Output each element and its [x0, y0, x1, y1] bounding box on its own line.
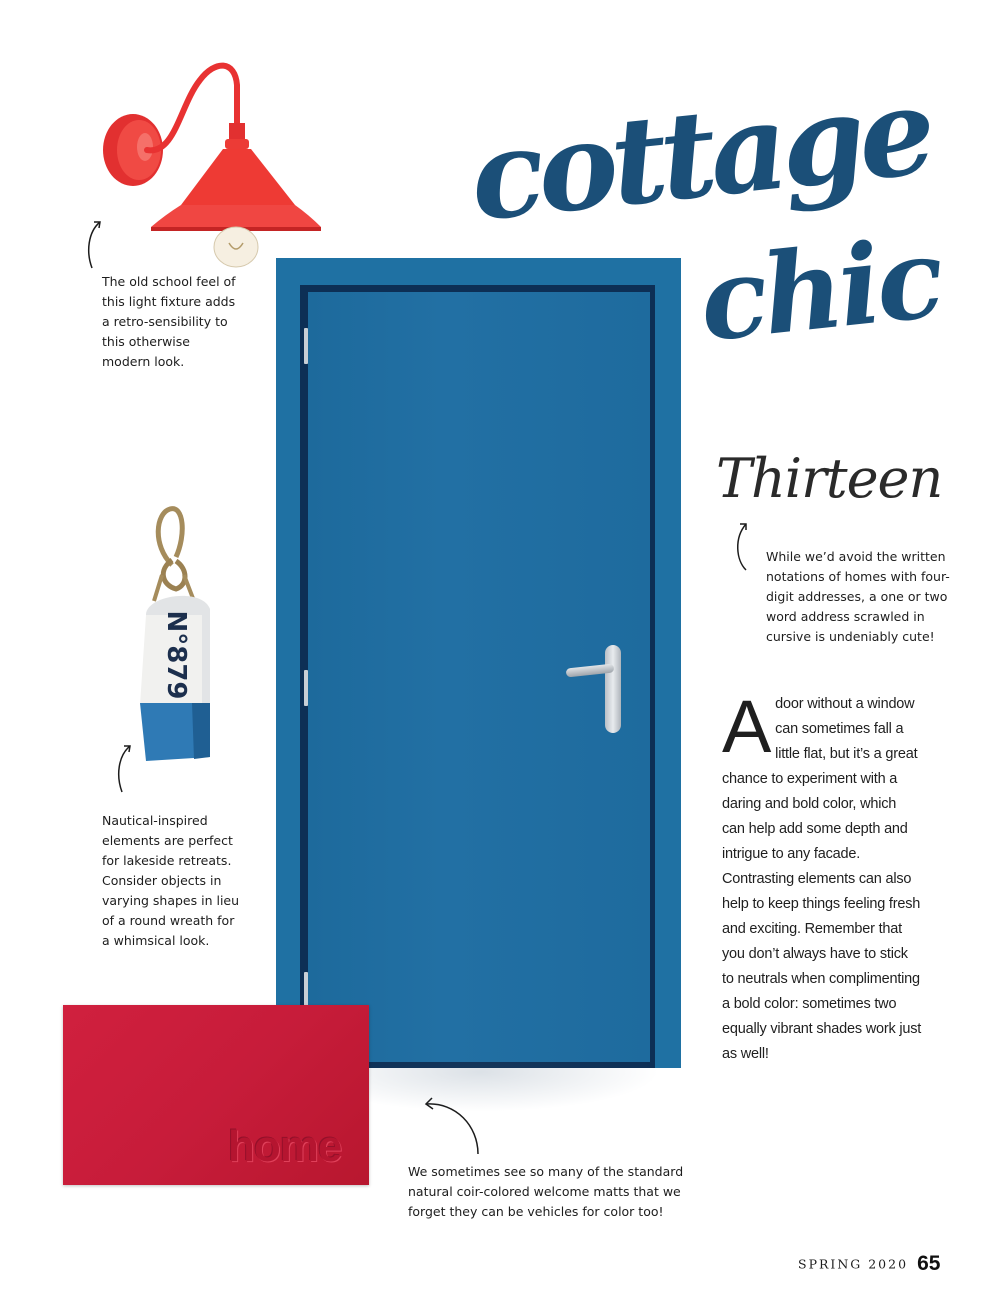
thirteen-script: Thirteen — [716, 447, 943, 510]
buoy-label: N°879 — [161, 610, 191, 700]
door-handle-plate — [605, 645, 621, 733]
page-footer — [798, 1252, 940, 1276]
page-title-chic: chic — [693, 212, 946, 367]
page-number: 65 — [917, 1252, 941, 1275]
caption-thirteen: While we’d avoid the written notations of homes with four-digit addresses, a one or two word address scrawled in cursive is undeniably cute! — [766, 549, 950, 644]
caption-doormat: We sometimes see so many of the standard natural coir-colored welcome matts that we forget they can be vehicles for color too! — [408, 1164, 684, 1219]
door-hinge — [304, 328, 308, 364]
curved-arrow-icon — [732, 520, 756, 572]
doormat-home-text: home — [228, 1122, 342, 1171]
footer-issue: SPRING 2020 — [798, 1256, 909, 1272]
page-title-cottage: cottage — [463, 60, 937, 249]
door-hinge — [304, 670, 308, 706]
article-body-text: door without a window can sometimes fall a little flat, but it’s a great chance to experiment with a daring and bold color, which can help add some depth and intrigue to any facade. Contrasting elements can also help to keep things feeling fresh and exciting. Remember that you don’t always have to stick to neutrals when complimenting a bold color: sometimes two equally vibrant shades work just as well! — [722, 696, 922, 1062]
caption-light-fixture: The old school feel of this light fixture adds a retro-sensibility to this otherwise modern look. — [102, 274, 236, 369]
drop-cap: A — [722, 685, 772, 768]
barn-light-image — [95, 55, 335, 275]
curved-arrow-icon — [84, 218, 108, 270]
caption-buoy: Nautical-inspired elements are perfect for lakeside retreats. Consider objects in varying shapes in lieu of a round wreath for a whimsical look. — [102, 813, 240, 948]
door-hinge — [304, 972, 308, 1008]
article-body — [722, 685, 922, 1067]
buoy-image — [132, 505, 222, 767]
blue-door — [308, 292, 650, 1062]
